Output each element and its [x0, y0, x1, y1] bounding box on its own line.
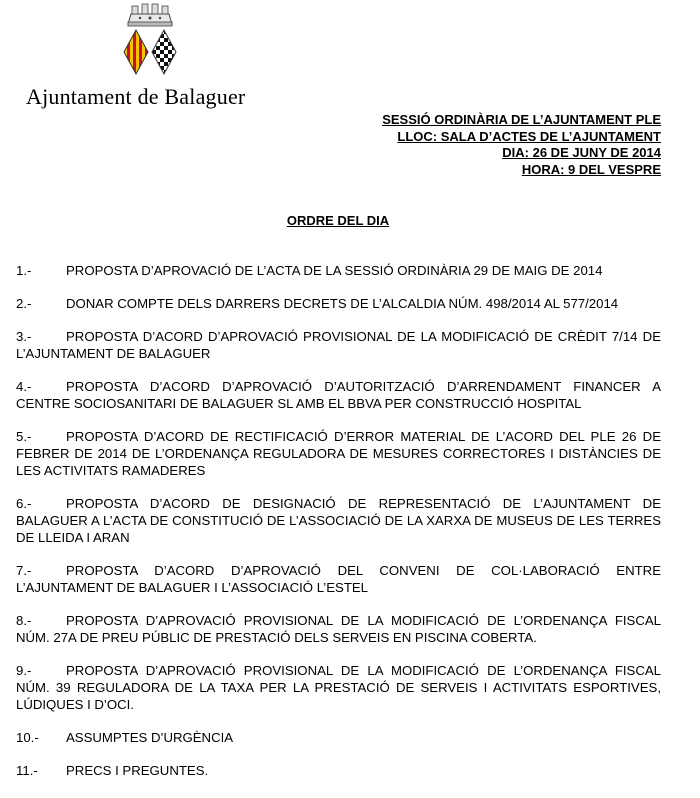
agenda-item — [16, 729, 661, 746]
item-number: 2.- — [16, 296, 32, 311]
crest-logo — [120, 2, 180, 86]
agenda-item — [16, 495, 661, 546]
item-number: 3.- — [16, 329, 32, 344]
item-text: PROPOSTA D’APROVACIÓ PROVISIONAL DE LA MODIFICACIÓ DE L’ORDENANÇA FISCAL NÚM. 27A DE PREU PÚBLIC DE PRESTACIÓ DELS SERVEIS EN PISCINA COBERTA. — [16, 613, 661, 645]
item-number: 10.- — [16, 730, 39, 745]
item-number: 7.- — [16, 563, 32, 578]
agenda-item — [16, 428, 661, 479]
session-type: SESSIÓ ORDINÀRIA DE L’AJUNTAMENT PLE — [382, 112, 661, 127]
item-text: DONAR COMPTE DELS DARRERS DECRETS DE L’ALCALDIA NÚM. 498/2014 AL 577/2014 — [66, 296, 619, 311]
session-header — [382, 112, 661, 178]
agenda-item — [16, 662, 661, 713]
agenda-item — [16, 328, 661, 362]
item-number: 5.- — [16, 429, 32, 444]
organization-name: Ajuntament de Balaguer — [26, 84, 246, 109]
shield-icon — [124, 30, 176, 74]
item-text: PROPOSTA D’ACORD D’APROVACIÓ D’AUTORITZACIÓ D’ARRENDAMENT FINANCER A CENTRE SOCIOSANITARI DE BALAGUER SL AMB EL BBVA PER CONSTRUCCIÓ HOSPITAL — [16, 379, 661, 411]
crown-icon — [128, 4, 172, 26]
item-number: 1.- — [16, 263, 32, 278]
item-number: 6.- — [16, 496, 32, 511]
session-time: HORA: 9 DEL VESPRE — [521, 161, 661, 177]
session-location: LLOC: SALA D’ACTES DE L’AJUNTAMENT — [397, 128, 661, 144]
agenda-item — [16, 612, 661, 646]
agenda-item — [16, 295, 661, 312]
item-text: ASSUMPTES D’URGÈNCIA — [66, 730, 234, 745]
agenda-item — [16, 378, 661, 412]
item-number: 8.- — [16, 613, 32, 628]
item-number: 11.- — [16, 763, 38, 778]
agenda-item — [16, 562, 661, 596]
item-text: PROPOSTA D’ACORD D’APROVACIÓ DEL CONVENI DE COL·LABORACIÓ ENTRE L’AJUNTAMENT DE BALAGUER I L’ASSOCIACIÓ L’ESTEL — [16, 563, 661, 595]
item-text: PROPOSTA D’ACORD DE RECTIFICACIÓ D’ERROR MATERIAL DE L’ACORD DEL PLE 26 DE FEBRER DE 2014 DE L’ORDENANÇA REGULADORA DE MESURES CORRECTORES I DISTÀNCIES DE LES ACTIVITATS RAMADERES — [16, 429, 661, 478]
item-text: PRECS I PREGUNTES. — [66, 763, 209, 778]
session-date: DIA: 26 DE JUNY DE 2014 — [502, 145, 661, 160]
agenda-list — [16, 262, 661, 795]
agenda-item — [16, 262, 661, 279]
item-number: 9.- — [16, 663, 32, 678]
item-number: 4.- — [16, 379, 32, 394]
item-text: PROPOSTA D’ACORD D’APROVACIÓ PROVISIONAL DE LA MODIFICACIÓ DE CRÈDIT 7/14 DE L’AJUNTAMENT DE BALAGUER — [16, 329, 661, 361]
agenda-item — [16, 762, 661, 779]
item-text: PROPOSTA D’APROVACIÓ DE L’ACTA DE LA SESSIÓ ORDINÀRIA 29 DE MAIG DE 2014 — [66, 263, 603, 278]
item-text: PROPOSTA D’APROVACIÓ PROVISIONAL DE LA MODIFICACIÓ DE L’ORDENANÇA FISCAL NÚM. 39 REGULADORA DE LA TAXA PER LA PRESTACIÓ DE SERVEIS I ACTIVITATS ESPORTIVES, LÚDIQUES I D’OCI. — [16, 663, 661, 712]
item-text: PROPOSTA D’ACORD DE DESIGNACIÓ DE REPRESENTACIÓ DE L’AJUNTAMENT DE BALAGUER A L’ACTA DE CONSTITUCIÓ DE L’ASSOCIACIÓ DE LA XARXA DE MUSEUS DE LES TERRES DE LLEIDA I ARAN — [16, 496, 661, 545]
agenda-title: ORDRE DEL DIA — [286, 213, 390, 228]
